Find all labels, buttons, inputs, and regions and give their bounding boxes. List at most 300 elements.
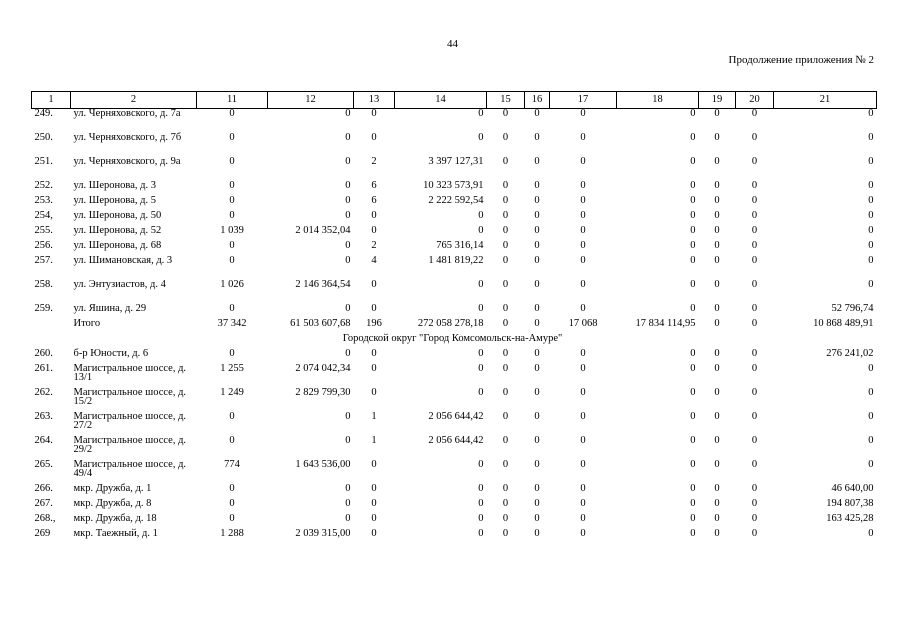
col-15-cell: 0 xyxy=(502,194,509,206)
col-13-cell: 0 xyxy=(371,131,377,143)
col-17-cell: 0 xyxy=(580,179,586,191)
col-18-cell: 0 xyxy=(690,302,696,314)
table-row xyxy=(32,109,877,133)
col-13-cell: 0 xyxy=(371,362,377,374)
col-11-cell: 0 xyxy=(229,131,235,143)
col-12-cell: 0 xyxy=(345,179,351,191)
col-13-cell: 2 xyxy=(371,155,377,167)
table-row xyxy=(32,484,877,499)
col-11-cell: 37 342 xyxy=(217,317,247,329)
col-11-cell: 1 288 xyxy=(220,527,244,539)
col-20-cell: 0 xyxy=(751,386,758,398)
col-19-cell: 0 xyxy=(714,512,720,524)
col-16-cell: 0 xyxy=(534,131,540,143)
col-17-cell: 17 068 xyxy=(568,317,598,329)
col-20-cell: 0 xyxy=(751,434,758,446)
col-19-cell: 0 xyxy=(714,209,720,221)
header-cell: 19 xyxy=(699,92,736,109)
address-cell: Магистральное шоссе, д. 29/2 xyxy=(73,434,187,456)
col-14-cell: 0 xyxy=(478,131,484,143)
col-17-cell: 0 xyxy=(580,194,586,206)
total-row xyxy=(32,319,877,334)
col-16-cell: 0 xyxy=(534,317,540,329)
col-21-cell: 0 xyxy=(868,194,874,206)
col-15-cell: 0 xyxy=(502,527,509,539)
col-15-cell: 0 xyxy=(502,155,509,167)
col-12-cell: 2 829 799,30 xyxy=(295,386,351,398)
col-18-cell: 0 xyxy=(690,209,696,221)
col-17-cell: 0 xyxy=(580,108,586,119)
col-15-cell: 0 xyxy=(502,362,509,374)
address-cell: Магистральное шоссе, д. 15/2 xyxy=(73,386,187,408)
col-21-cell: 0 xyxy=(868,362,874,374)
table-row xyxy=(32,460,877,484)
col-13-cell: 1 xyxy=(371,434,377,446)
col-11-cell: 0 xyxy=(229,410,235,422)
col-11-cell: 0 xyxy=(229,194,235,206)
col-20-cell: 0 xyxy=(751,179,758,191)
row-number-cell: 254, xyxy=(34,209,53,221)
col-12-cell: 0 xyxy=(345,108,351,119)
col-11-cell: 0 xyxy=(229,497,235,509)
row-number-cell: 258. xyxy=(34,278,53,290)
col-21-cell: 0 xyxy=(868,209,874,221)
col-14-cell: 272 058 278,18 xyxy=(417,317,484,329)
address-cell: ул. Шимановская, д. 3 xyxy=(73,254,173,266)
address-cell: Магистральное шоссе, д. 49/4 xyxy=(73,458,187,480)
col-18-cell: 0 xyxy=(690,347,696,359)
col-15-cell: 0 xyxy=(502,497,509,509)
col-12-cell: 2 039 315,00 xyxy=(295,527,351,539)
col-14-cell: 2 056 644,42 xyxy=(428,410,484,422)
col-21-cell: 0 xyxy=(868,278,874,290)
col-19-cell: 0 xyxy=(714,278,720,290)
col-19-cell: 0 xyxy=(714,527,720,539)
col-16-cell: 0 xyxy=(534,434,540,446)
col-18-cell: 0 xyxy=(690,239,696,251)
col-15-cell: 0 xyxy=(502,458,509,470)
col-17-cell: 0 xyxy=(580,254,586,266)
col-11-cell: 1 249 xyxy=(220,386,244,398)
row-number-cell: 249. xyxy=(34,108,53,119)
col-15-cell: 0 xyxy=(502,254,509,266)
header-cell: 1 xyxy=(32,92,71,109)
col-12-cell: 2 074 042,34 xyxy=(295,362,351,374)
col-12-cell: 2 014 352,04 xyxy=(295,224,351,236)
col-13-cell: 4 xyxy=(371,254,377,266)
header-cell: 15 xyxy=(487,92,525,109)
row-number-cell: 252. xyxy=(34,179,53,191)
col-17-cell: 0 xyxy=(580,278,586,290)
row-number-cell xyxy=(32,319,71,334)
table-row xyxy=(32,349,877,364)
col-18-cell: 0 xyxy=(690,179,696,191)
col-14-cell: 765 316,14 xyxy=(436,239,484,251)
section-title: Городской округ "Город Комсомольск-на-Амуре" xyxy=(342,332,563,344)
row-number-cell: 253. xyxy=(34,194,53,206)
col-13-cell: 6 xyxy=(371,194,377,206)
col-19-cell: 0 xyxy=(714,155,720,167)
header-cell: 14 xyxy=(395,92,487,109)
col-17-cell: 0 xyxy=(580,512,586,524)
table-row xyxy=(32,388,877,412)
header-cell: 21 xyxy=(774,92,877,109)
col-15-cell: 0 xyxy=(502,224,509,236)
col-18-cell: 0 xyxy=(690,131,696,143)
col-20-cell: 0 xyxy=(751,497,758,509)
header-cell: 13 xyxy=(354,92,395,109)
col-17-cell: 0 xyxy=(580,131,586,143)
col-19-cell: 0 xyxy=(714,458,720,470)
row-number-cell: 264. xyxy=(34,434,53,446)
col-17-cell: 0 xyxy=(580,497,586,509)
col-16-cell: 0 xyxy=(534,254,540,266)
col-21-cell: 0 xyxy=(868,254,874,266)
col-13-cell: 0 xyxy=(371,209,377,221)
col-16-cell: 0 xyxy=(534,209,540,221)
col-17-cell: 0 xyxy=(580,482,586,494)
col-21-cell: 194 807,38 xyxy=(826,497,874,509)
col-13-cell: 0 xyxy=(371,482,377,494)
col-19-cell: 0 xyxy=(714,497,720,509)
col-17-cell: 0 xyxy=(580,239,586,251)
col-21-cell: 0 xyxy=(868,458,874,470)
col-14-cell: 0 xyxy=(478,209,484,221)
row-number-cell: 251. xyxy=(34,155,53,167)
row-number-cell: 260. xyxy=(34,347,53,359)
col-20-cell: 0 xyxy=(751,362,758,374)
col-18-cell: 0 xyxy=(690,527,696,539)
col-19-cell: 0 xyxy=(714,434,720,446)
col-16-cell: 0 xyxy=(534,108,540,119)
col-18-cell: 0 xyxy=(690,497,696,509)
col-13-cell: 0 xyxy=(371,347,377,359)
col-12-cell: 0 xyxy=(345,302,351,314)
table-row xyxy=(32,499,877,514)
col-17-cell: 0 xyxy=(580,224,586,236)
col-15-cell: 0 xyxy=(502,434,509,446)
col-17-cell: 0 xyxy=(580,155,586,167)
col-18-cell: 0 xyxy=(690,108,696,119)
address-cell: ул. Яшина, д. 29 xyxy=(73,302,147,314)
table-row xyxy=(32,514,877,529)
col-20-cell: 0 xyxy=(751,512,758,524)
col-17-cell: 0 xyxy=(580,458,586,470)
col-20-cell: 0 xyxy=(751,254,758,266)
col-16-cell: 0 xyxy=(534,347,540,359)
col-21-cell: 0 xyxy=(868,527,874,539)
address-cell: б-р Юности, д. 6 xyxy=(73,347,149,359)
col-13-cell: 0 xyxy=(371,497,377,509)
col-14-cell: 2 056 644,42 xyxy=(428,434,484,446)
row-number-cell: 269 xyxy=(34,527,51,539)
address-cell: ул. Черняховского, д. 9а xyxy=(73,155,181,167)
section-row xyxy=(32,334,877,349)
col-13-cell: 0 xyxy=(371,512,377,524)
col-19-cell: 0 xyxy=(714,254,720,266)
address-cell: ул. Шеронова, д. 3 xyxy=(73,179,156,191)
col-14-cell: 0 xyxy=(478,386,484,398)
col-20-cell: 0 xyxy=(751,155,758,167)
col-16-cell: 0 xyxy=(534,527,540,539)
col-12-cell: 0 xyxy=(345,497,351,509)
address-cell: Магистральное шоссе, д. 13/1 xyxy=(73,362,187,384)
col-20-cell: 0 xyxy=(751,482,758,494)
table-row xyxy=(32,211,877,226)
col-21-cell: 0 xyxy=(868,155,874,167)
col-21-cell: 46 640,00 xyxy=(831,482,874,494)
address-cell: ул. Шеронова, д. 50 xyxy=(73,209,162,221)
col-19-cell: 0 xyxy=(714,317,720,329)
col-18-cell: 0 xyxy=(690,224,696,236)
address-cell: ул. Шеронова, д. 52 xyxy=(73,224,162,236)
col-18-cell: 0 xyxy=(690,155,696,167)
table-row xyxy=(32,436,877,460)
col-19-cell: 0 xyxy=(714,410,720,422)
col-18-cell: 0 xyxy=(690,512,696,524)
col-13-cell: 0 xyxy=(371,527,377,539)
address-cell: мкр. Дружба, д. 18 xyxy=(73,512,157,524)
col-18-cell: 0 xyxy=(690,254,696,266)
data-table xyxy=(31,91,877,544)
col-21-cell: 276 241,02 xyxy=(826,347,874,359)
col-21-cell: 163 425,28 xyxy=(826,512,874,524)
col-14-cell: 2 222 592,54 xyxy=(428,194,484,206)
col-14-cell: 0 xyxy=(478,497,484,509)
address-cell: мкр. Таежный, д. 1 xyxy=(73,527,158,539)
address-cell: ул. Черняховского, д. 7б xyxy=(73,131,182,143)
col-15-cell: 0 xyxy=(502,209,509,221)
col-11-cell: 0 xyxy=(229,434,235,446)
col-19-cell: 0 xyxy=(714,386,720,398)
table-row xyxy=(32,196,877,211)
col-17-cell: 0 xyxy=(580,410,586,422)
table-row xyxy=(32,241,877,256)
col-12-cell: 0 xyxy=(345,347,351,359)
page-number: 44 xyxy=(447,38,458,50)
header-cell: 17 xyxy=(550,92,617,109)
col-18-cell: 0 xyxy=(690,386,696,398)
col-17-cell: 0 xyxy=(580,527,586,539)
col-19-cell: 0 xyxy=(714,239,720,251)
address-cell: Магистральное шоссе, д. 27/2 xyxy=(73,410,187,432)
col-12-cell: 0 xyxy=(345,239,351,251)
col-20-cell: 0 xyxy=(751,527,758,539)
table-row xyxy=(32,133,877,157)
col-11-cell: 1 255 xyxy=(220,362,244,374)
row-number-cell: 265. xyxy=(34,458,53,470)
table-body xyxy=(32,109,877,544)
col-14-cell: 0 xyxy=(478,278,484,290)
col-14-cell: 0 xyxy=(478,458,484,470)
col-19-cell: 0 xyxy=(714,108,720,119)
col-19-cell: 0 xyxy=(714,179,720,191)
col-20-cell: 0 xyxy=(751,108,758,119)
col-14-cell: 0 xyxy=(478,527,484,539)
header-cell: 12 xyxy=(268,92,354,109)
col-15-cell: 0 xyxy=(502,239,509,251)
col-17-cell: 0 xyxy=(580,434,586,446)
col-20-cell: 0 xyxy=(751,317,758,329)
table-row xyxy=(32,226,877,241)
col-15-cell: 0 xyxy=(502,278,509,290)
col-21-cell: 0 xyxy=(868,224,874,236)
col-13-cell: 196 xyxy=(366,317,382,329)
col-16-cell: 0 xyxy=(534,482,540,494)
col-20-cell: 0 xyxy=(751,194,758,206)
address-cell: ул. Шеронова, д. 68 xyxy=(73,239,162,251)
address-cell: ул. Энтузиастов, д. 4 xyxy=(73,278,166,290)
col-14-cell: 1 481 819,22 xyxy=(428,254,484,266)
col-13-cell: 0 xyxy=(371,108,377,119)
col-17-cell: 0 xyxy=(580,302,586,314)
address-cell: мкр. Дружба, д. 8 xyxy=(73,497,152,509)
col-14-cell: 0 xyxy=(478,362,484,374)
col-17-cell: 0 xyxy=(580,209,586,221)
col-19-cell: 0 xyxy=(714,482,720,494)
col-16-cell: 0 xyxy=(534,410,540,422)
col-19-cell: 0 xyxy=(714,362,720,374)
col-12-cell: 0 xyxy=(345,410,351,422)
col-11-cell: 0 xyxy=(229,302,235,314)
col-18-cell: 0 xyxy=(690,362,696,374)
col-18-cell: 0 xyxy=(690,194,696,206)
col-12-cell: 0 xyxy=(345,254,351,266)
row-number-cell: 262. xyxy=(34,386,53,398)
col-14-cell: 0 xyxy=(478,224,484,236)
col-16-cell: 0 xyxy=(534,224,540,236)
col-15-cell: 0 xyxy=(502,482,509,494)
col-21-cell: 0 xyxy=(868,434,874,446)
row-number-cell: 259. xyxy=(34,302,53,314)
col-13-cell: 0 xyxy=(371,224,377,236)
col-13-cell: 1 xyxy=(371,410,377,422)
header-cell: 20 xyxy=(736,92,774,109)
col-20-cell: 0 xyxy=(751,410,758,422)
col-15-cell: 0 xyxy=(502,317,509,329)
col-16-cell: 0 xyxy=(534,179,540,191)
col-20-cell: 0 xyxy=(751,224,758,236)
table-row xyxy=(32,256,877,280)
col-16-cell: 0 xyxy=(534,497,540,509)
col-15-cell: 0 xyxy=(502,512,509,524)
col-12-cell: 0 xyxy=(345,155,351,167)
col-18-cell: 0 xyxy=(690,434,696,446)
address-cell: ул. Черняховского, д. 7а xyxy=(73,108,181,119)
col-15-cell: 0 xyxy=(502,108,509,119)
row-number-cell: 268., xyxy=(34,512,56,524)
col-14-cell: 0 xyxy=(478,108,484,119)
col-12-cell: 0 xyxy=(345,194,351,206)
table-row xyxy=(32,364,877,388)
col-14-cell: 10 323 573,91 xyxy=(423,179,484,191)
col-12-cell: 1 643 536,00 xyxy=(295,458,351,470)
col-16-cell: 0 xyxy=(534,386,540,398)
col-13-cell: 6 xyxy=(371,179,377,191)
col-21-cell: 10 868 489,91 xyxy=(813,317,874,329)
col-14-cell: 0 xyxy=(478,512,484,524)
table-row xyxy=(32,412,877,436)
col-21-cell: 0 xyxy=(868,410,874,422)
table-row xyxy=(32,304,877,319)
col-11-cell: 0 xyxy=(229,108,235,119)
col-14-cell: 0 xyxy=(478,482,484,494)
col-20-cell: 0 xyxy=(751,278,758,290)
col-18-cell: 0 xyxy=(690,410,696,422)
col-14-cell: 0 xyxy=(478,347,484,359)
col-20-cell: 0 xyxy=(751,131,758,143)
col-17-cell: 0 xyxy=(580,347,586,359)
column-header-row xyxy=(32,92,877,109)
col-11-cell: 0 xyxy=(229,254,235,266)
col-18-cell: 0 xyxy=(690,482,696,494)
table-row xyxy=(32,181,877,196)
col-21-cell: 0 xyxy=(868,239,874,251)
row-number-cell: 257. xyxy=(34,254,53,266)
col-19-cell: 0 xyxy=(714,302,720,314)
col-15-cell: 0 xyxy=(502,347,509,359)
col-14-cell: 0 xyxy=(478,302,484,314)
row-number-cell: 250. xyxy=(34,131,53,143)
col-11-cell: 0 xyxy=(229,482,235,494)
col-12-cell: 2 146 364,54 xyxy=(295,278,351,290)
col-13-cell: 0 xyxy=(371,302,377,314)
col-12-cell: 0 xyxy=(345,131,351,143)
header-cell: 2 xyxy=(71,92,197,109)
col-12-cell: 0 xyxy=(345,512,351,524)
col-18-cell: 0 xyxy=(690,278,696,290)
address-cell: ул. Шеронова, д. 5 xyxy=(73,194,156,206)
col-15-cell: 0 xyxy=(502,386,509,398)
col-16-cell: 0 xyxy=(534,278,540,290)
col-11-cell: 0 xyxy=(229,209,235,221)
col-20-cell: 0 xyxy=(751,239,758,251)
header-cell: 11 xyxy=(197,92,268,109)
appendix-continuation-title: Продолжение приложения № 2 xyxy=(728,54,874,66)
col-15-cell: 0 xyxy=(502,131,509,143)
col-16-cell: 0 xyxy=(534,302,540,314)
col-14-cell: 3 397 127,31 xyxy=(428,155,484,167)
col-20-cell: 0 xyxy=(751,347,758,359)
col-11-cell: 0 xyxy=(229,512,235,524)
col-11-cell: 0 xyxy=(229,347,235,359)
col-11-cell: 0 xyxy=(229,239,235,251)
col-21-cell: 0 xyxy=(868,131,874,143)
col-21-cell: 0 xyxy=(868,179,874,191)
col-13-cell: 0 xyxy=(371,386,377,398)
col-16-cell: 0 xyxy=(534,512,540,524)
table-row xyxy=(32,280,877,304)
col-17-cell: 0 xyxy=(580,362,586,374)
address-cell: мкр. Дружба, д. 1 xyxy=(73,482,152,494)
row-number-cell: 255. xyxy=(34,224,53,236)
col-12-cell: 0 xyxy=(345,209,351,221)
table-row xyxy=(32,157,877,181)
col-19-cell: 0 xyxy=(714,347,720,359)
col-15-cell: 0 xyxy=(502,410,509,422)
col-21-cell: 52 796,74 xyxy=(831,302,874,314)
col-16-cell: 0 xyxy=(534,362,540,374)
col-15-cell: 0 xyxy=(502,179,509,191)
col-20-cell: 0 xyxy=(751,302,758,314)
col-16-cell: 0 xyxy=(534,239,540,251)
row-number-cell: 266. xyxy=(34,482,53,494)
col-12-cell: 0 xyxy=(345,482,351,494)
col-13-cell: 0 xyxy=(371,458,377,470)
col-16-cell: 0 xyxy=(534,194,540,206)
col-16-cell: 0 xyxy=(534,155,540,167)
col-19-cell: 0 xyxy=(714,224,720,236)
